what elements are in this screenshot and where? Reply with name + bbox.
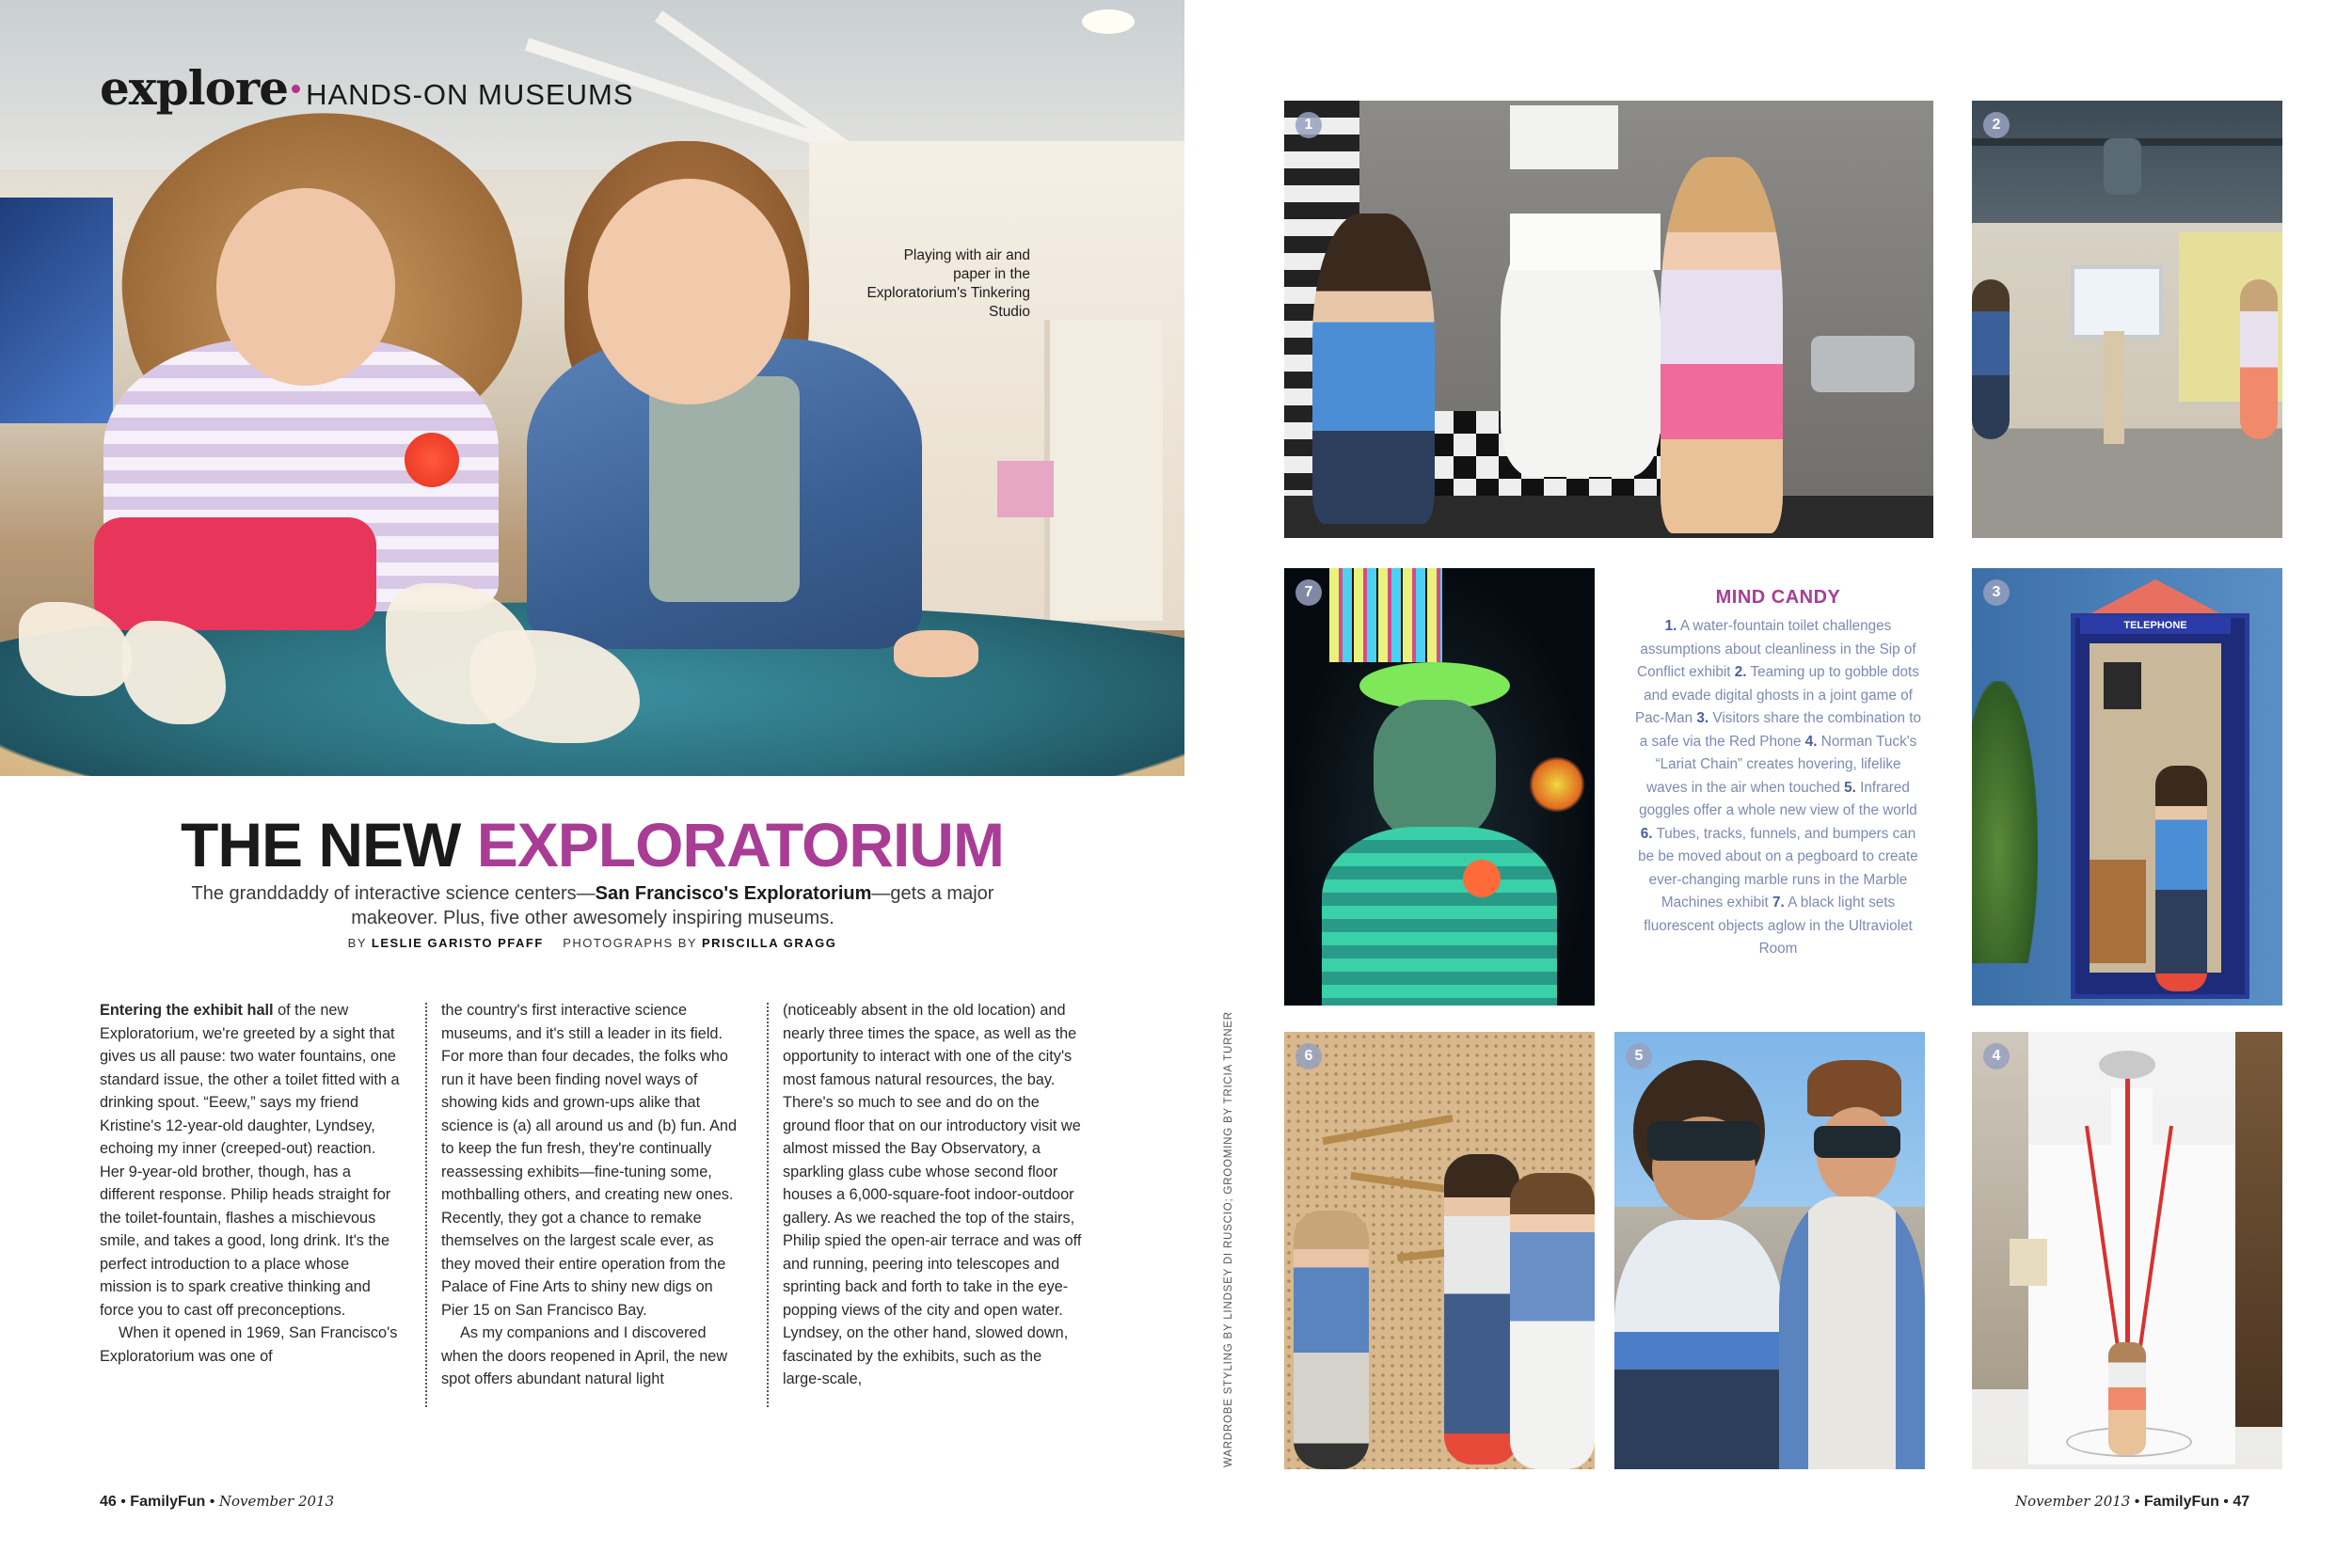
flower-brooch (405, 433, 459, 487)
photo-number-badge: 6 (1295, 1043, 1322, 1069)
girl-right-shirt (649, 376, 800, 602)
girl-shirt (1322, 827, 1557, 1006)
glowing-flower (1463, 860, 1501, 897)
mind-candy-item: A water-fountain toilet challenges assumptions about cleanliness in the Sip of Conflict exhibit (1637, 618, 1916, 680)
author-name: LESLIE GARISTO PFAFF (371, 936, 544, 950)
photo-5-infrared-goggles (1614, 1032, 1925, 1469)
child-figure (1972, 279, 2010, 439)
mind-candy-item: Infrared goggles offer a whole new view of the world (1639, 779, 1917, 818)
girl-outfit (1779, 1196, 1925, 1469)
photo-credit: WARDROBE STYLING BY LINDSEY DI RUSCIO; GROOMING BY TRICIA TURNER (1223, 1011, 1234, 1467)
page-number: 47 (2233, 1494, 2250, 1510)
woman-figure (1510, 1173, 1595, 1469)
photo-number-badge: 7 (1295, 579, 1322, 606)
booth-roof (2066, 579, 2245, 617)
magazine-name: FamilyFun (2143, 1494, 2219, 1510)
issue-date: November 2013 (2015, 1493, 2131, 1510)
boy-figure (1444, 1154, 1519, 1465)
hero-sign (997, 461, 1054, 517)
article-title (0, 809, 1184, 880)
girl-left-pants (94, 517, 376, 630)
mind-candy-heading: MIND CANDY (1715, 587, 1841, 608)
wall-window (2010, 1239, 2047, 1286)
photo-4-lariat-chain (1972, 1032, 2282, 1469)
photo-7-ultraviolet-room (1284, 568, 1595, 1006)
background-shelves (2235, 1032, 2282, 1427)
body-column-2 (441, 999, 742, 1391)
photo-number-badge: 2 (1983, 112, 2010, 138)
magazine-name: FamilyFun (130, 1494, 206, 1510)
mind-candy-item: A black light sets fluorescent objects aglow in the Ultraviolet Room (1644, 895, 1913, 957)
mind-candy-body (1633, 615, 1923, 961)
column-text: the country's first interactive science museums, and it's still a leader in its field. For more than four decades, the folks who run it have been finding novel ways of showing kids and grown-ups alike that science is (a) all around us and (b) fun. And to keep the fun fresh, they're continually reassessing exhibits—fine-tuning some, mothballing others, and creating new ones. Recently, they got a chance to remake themselves on the largest scale ever, as they moved their entire operation from the Palace of Fine Arts to shiny new digs on Pier 15 on San Francisco Bay. (441, 1002, 738, 1319)
photo-1-toilet-fountain (1284, 101, 1933, 538)
telephone (2104, 662, 2141, 709)
plant (1972, 681, 2038, 963)
item-number: 1. (1664, 618, 1677, 634)
item-number: 5. (1844, 779, 1856, 796)
title-part1: THE NEW (181, 810, 461, 879)
girl-figure (1294, 1211, 1369, 1469)
girl-left-face (216, 188, 395, 386)
goggles (1814, 1126, 1900, 1158)
boy-figure (1312, 214, 1435, 524)
column-text: As my companions and I discovered when the doors reopened in April, the new spot offers abundant natural light (441, 1324, 728, 1387)
hero-photo (0, 0, 1184, 776)
child-figure (2240, 279, 2278, 439)
girl-right-face (588, 179, 790, 404)
photos-label: PHOTOGRAPHS BY (563, 936, 697, 950)
kiosk-stand (2104, 331, 2124, 444)
photo-3-red-phone (1972, 568, 2282, 1006)
section-header (100, 60, 634, 116)
lead-in: Entering the exhibit hall (100, 1002, 274, 1019)
photo-number-badge: 5 (1626, 1043, 1652, 1069)
column-rule (767, 1003, 769, 1407)
dek-start: The granddaddy of interactive science centers— (191, 883, 596, 904)
hero-ceiling-light (1082, 9, 1135, 34)
section-brand: explore (100, 60, 289, 116)
mind-candy-item: Visitors share the combination to a safe via the Red Phone (1639, 710, 1922, 750)
column-text: of the new Exploratorium, we're greeted by a sight that gives us all pause: two water fountains, one standard issue, the other a toilet fitted with a drinking spout. “Eeew,” says my friend Kristine's 12-year-old daughter, Lyndsey, echoing my inner (creeped-out) reaction. Her 9-year-old brother, though, has a different response. Philip heads straight for the toilet-fountain, flashes a mischievous smile, and takes a good, long drink. It's the perfect introduction to a place whose mission is to spark creative thinking and force you to cast off preconceptions. (100, 1002, 400, 1319)
by-label: BY (347, 936, 367, 950)
dek-bold: San Francisco's Exploratorium (595, 883, 872, 904)
dek-end: —gets a major makeover. Plus, five other awesomely inspiring museums. (351, 883, 994, 928)
item-number: 7. (1772, 895, 1785, 911)
article-dek (151, 881, 1035, 930)
item-number: 3. (1696, 710, 1709, 726)
column-text: (noticeably absent in the old location) and nearly three times the space, as well as the opportunity to interact with one of the city's most famous natural resources, the bay. There's so much to see and do on the ground floor that on our introductory visit we almost missed the Bay Observatory, a sparkling glass cube whose second floor houses a 6,000-square-foot indoor-outdoor gallery. As we reached the top of the stairs, Philip spied the open-air terrace and was off and running, peering into telescopes and sprinting back and forth to take in the eye-popping views of the city and open water. Lyndsey, on the other hand, slowed down, fascinated by the exhibits, such as the large-scale, (783, 1002, 1082, 1387)
ceiling-light (2104, 138, 2141, 195)
column-rule (425, 1003, 427, 1407)
page-number: 46 (100, 1494, 117, 1510)
boy-shirt (1614, 1220, 1784, 1469)
folio-left: 46 • FamilyFun • November 2013 (100, 1493, 335, 1510)
exhibit-label (1510, 105, 1618, 169)
section-name: HANDS-ON MUSEUMS (306, 78, 634, 111)
mind-candy-item: Teaming up to gobble dots and evade digital ghosts in a joint game of Pac-Man (1634, 664, 1919, 726)
game-screen (2071, 265, 2163, 339)
girl-right-hand (894, 630, 978, 677)
mind-candy-item: Norman Tuck's “Lariat Chain” creates hovering, lifelike waves in the air when touched (1646, 733, 1917, 796)
photo-6-marble-machines (1284, 1032, 1595, 1469)
body-column-3 (783, 999, 1084, 1391)
photographer-name: PRISCILLA GRAGG (701, 936, 837, 950)
bullet-dot (292, 85, 300, 93)
photo-number-badge: 3 (1983, 579, 2010, 606)
body-column-1 (100, 999, 401, 1368)
toilet-tank (1510, 214, 1661, 270)
column-text: When it opened in 1969, San Francisco's Exploratorium was one of (100, 1324, 398, 1365)
issue-date: November 2013 (218, 1493, 335, 1510)
item-number: 6. (1640, 825, 1653, 842)
chain-motor (2099, 1051, 2155, 1079)
item-number: 4. (1804, 733, 1818, 750)
photo-caption: Playing with air and paper in the Exploratorium's Tinkering Studio (866, 247, 1030, 320)
hero-doorway (1044, 320, 1163, 621)
photo-2-pacman-game (1972, 101, 2282, 538)
goggles (1647, 1121, 1760, 1161)
stool (2090, 860, 2146, 963)
background-wall (1972, 1032, 2028, 1389)
girl-figure (2108, 1342, 2146, 1455)
booth-sign: TELEPHONE (2080, 617, 2231, 634)
item-number: 2. (1734, 664, 1747, 680)
girl-face (1374, 700, 1496, 841)
glowing-grid (1329, 568, 1442, 662)
glowing-object (1529, 756, 1585, 813)
photo-number-badge: 1 (1295, 112, 1322, 138)
folio-right: November 2013 • FamilyFun • 47 (2015, 1493, 2250, 1510)
marble-track (1322, 1115, 1453, 1145)
hero-screen (0, 198, 113, 423)
girl-figure (1661, 157, 1783, 533)
drinking-fountain (1811, 336, 1915, 392)
boy-figure (2155, 766, 2207, 991)
title-part2: EXPLORATORIUM (476, 810, 1004, 879)
byline (0, 936, 1184, 950)
mind-candy-item: Tubes, tracks, funnels, and bumpers can be be moved about on a pegboard to create ever-changing marble runs in the Marble Machines exhibit (1638, 825, 1918, 911)
photo-number-badge: 4 (1983, 1043, 2010, 1069)
